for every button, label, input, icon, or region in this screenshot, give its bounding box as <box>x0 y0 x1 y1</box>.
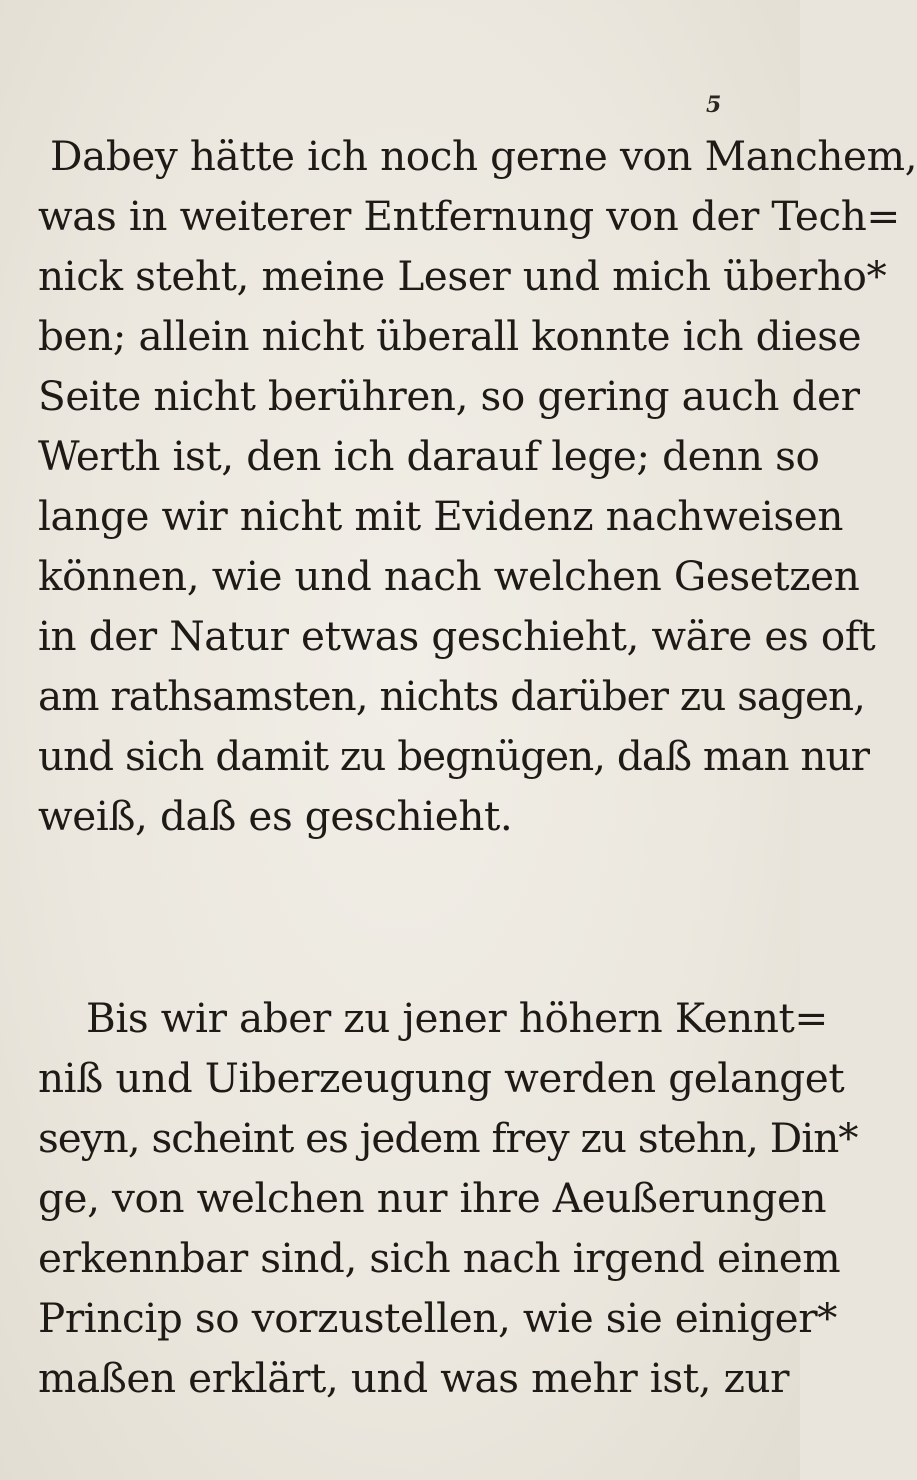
text-line: Bis wir aber zu jener höhern Kennt= <box>86 994 828 1042</box>
text-line: maßen erklärt, und was mehr ist, zur <box>38 1354 790 1402</box>
text-line: was in weiterer Entfernung von der Tech= <box>38 192 900 240</box>
text-line: Werth ist, den ich darauf lege; denn so <box>38 432 820 480</box>
text-line: niß und Uiberzeugung werden gelanget <box>38 1054 845 1102</box>
text-line: Princip so vorzustellen, wie sie einiger* <box>38 1294 837 1342</box>
text-line: ge, von welchen nur ihre Aeußerungen <box>38 1174 827 1222</box>
text-line: ben; allein nicht überall konnte ich diese <box>38 312 862 360</box>
text-line: seyn, scheint es jedem frey zu stehn, Din* <box>38 1114 858 1162</box>
text-line: nick steht, meine Leser und mich überho* <box>38 252 887 300</box>
paragraph-2 <box>38 988 858 1408</box>
text-line: am rathsamsten, nichts darüber zu sagen, <box>38 672 865 720</box>
text-line: weiß, daß es geschieht. <box>38 792 513 840</box>
text-line: Dabey hätte ich noch gerne von Manchem, <box>50 132 917 180</box>
page-number: 5 <box>706 92 722 118</box>
text-line: in der Natur etwas geschieht, wäre es oft <box>38 612 876 660</box>
text-line: Seite nicht berühren, so gering auch der <box>38 372 860 420</box>
text-line: lange wir nicht mit Evidenz nachweisen <box>38 492 844 540</box>
text-line: und sich damit zu begnügen, daß man nur <box>38 732 869 780</box>
text-line: erkennbar sind, sich nach irgend einem <box>38 1234 841 1282</box>
paragraph-1 <box>38 126 917 846</box>
text-line: können, wie und nach welchen Gesetzen <box>38 552 860 600</box>
